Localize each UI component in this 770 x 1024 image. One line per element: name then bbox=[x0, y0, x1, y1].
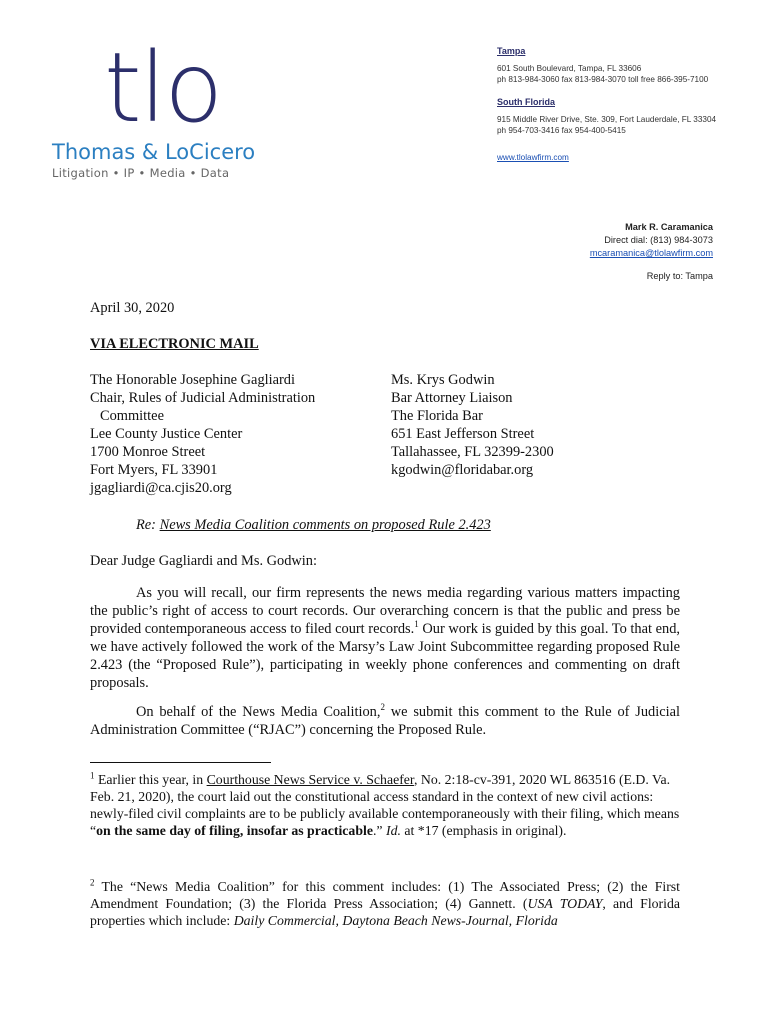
logo-firm-name: Thomas & LoCicero bbox=[52, 140, 256, 164]
re-line bbox=[136, 516, 491, 534]
office-name-south-florida: South Florida bbox=[497, 97, 555, 107]
footnote-text: .” bbox=[372, 823, 386, 838]
office-name-tampa: Tampa bbox=[497, 46, 526, 56]
office-address-south-florida: 915 Middle River Drive, Ste. 309, Fort Lauderdale, FL 33304 bbox=[497, 115, 717, 124]
recipient-email: jgagliardi@ca.cjis20.org bbox=[90, 480, 232, 496]
office-addresses bbox=[497, 46, 747, 163]
recipient-line: Fort Myers, FL 33901 bbox=[90, 462, 218, 478]
recipient-line: The Honorable Josephine Gagliardi bbox=[90, 372, 296, 388]
recipient-line: 651 East Jefferson Street bbox=[391, 426, 535, 442]
recipient-line: 1700 Monroe Street bbox=[90, 444, 206, 460]
footnote-1 bbox=[90, 771, 680, 839]
paragraph-text: we submit this comment to the Rule of Judicial Administration Committee (“RJAC”) concerning the Proposed Rule. bbox=[90, 704, 680, 738]
paragraph-text: Our work is guided by this goal. To that end, we have actively followed the work of the Marsy’s Law Joint Subcommittee regarding proposed Rule 2.423 (the “Proposed Rule”), participating in weekly phone conferences and commenting on draft proposals. bbox=[90, 621, 680, 691]
logo-mark: tlo bbox=[104, 32, 222, 144]
recipient-line: Ms. Krys Godwin bbox=[391, 372, 495, 388]
footnote-text: The “News Media Coalition” for this comment includes: (1) The Associated Press; (2) the First Amendment Foundation; (3) the Florida Press Association; (4) Gannett. ( bbox=[90, 879, 680, 911]
letter-date: April 30, 2020 bbox=[90, 300, 175, 316]
footnote-divider bbox=[90, 762, 271, 763]
footnote-ref-1[interactable]: 1 bbox=[414, 619, 419, 630]
footnote-number: 2 bbox=[90, 877, 95, 888]
office-address-tampa: 601 South Boulevard, Tampa, FL 33606 bbox=[497, 64, 642, 73]
sender-block bbox=[590, 221, 713, 283]
office-phone-south-florida: ph 954-703-3416 fax 954-400-5415 bbox=[497, 126, 626, 135]
salutation: Dear Judge Gagliardi and Ms. Godwin: bbox=[90, 553, 318, 569]
recipient-line: Lee County Justice Center bbox=[90, 426, 243, 442]
office-phone-tampa: ph 813-984-3060 fax 813-984-3070 toll free 866-395-7100 bbox=[497, 75, 709, 84]
publication-name: USA TODAY bbox=[527, 896, 603, 911]
recipient-line: Tallahassee, FL 32399-2300 bbox=[391, 444, 554, 460]
recipient-line: Chair, Rules of Judicial Administration bbox=[90, 390, 316, 406]
case-citation: Courthouse News Service v. Schaefer bbox=[206, 772, 414, 787]
recipient-line: The Florida Bar bbox=[391, 408, 483, 424]
footnote-text: at *17 (emphasis in original). bbox=[400, 823, 567, 838]
delivery-method: VIA ELECTRONIC MAIL bbox=[90, 336, 259, 352]
footnote-text: , and Florida properties which include: bbox=[90, 896, 680, 928]
firm-logo bbox=[52, 32, 262, 180]
sender-email-link[interactable]: mcaramanica@tlolawfirm.com bbox=[589, 248, 713, 258]
recipient-address-right bbox=[391, 371, 681, 479]
recipient-email: kgodwin@floridabar.org bbox=[391, 462, 534, 478]
re-label: Re: bbox=[136, 517, 156, 533]
re-subject: News Media Coalition comments on proposed Rule 2.423 bbox=[159, 517, 491, 533]
footnote-emphasis: on the same day of filing, insofar as practicable bbox=[96, 823, 373, 838]
footnote-number: 1 bbox=[90, 770, 95, 781]
footnote-id-cite: Id. bbox=[385, 823, 401, 838]
recipient-line: Bar Attorney Liaison bbox=[391, 390, 513, 406]
footnote-text: , No. 2:18-cv-391, 2020 WL 863516 (E.D. Va. Feb. 21, 2020), the court laid out the constitutional access standard in the context of new civil actions: newly-filed civil complaints are to be publicly available contemporaneously with their filing, which means “ bbox=[90, 772, 680, 838]
footnote-2 bbox=[90, 878, 680, 929]
website-link[interactable]: www.tlolawfirm.com bbox=[497, 153, 569, 162]
recipient-line: Committee bbox=[100, 408, 164, 424]
sender-direct-dial: Direct dial: (813) 984-3073 bbox=[604, 235, 713, 245]
paragraph-text: On behalf of the News Media Coalition, bbox=[136, 704, 381, 720]
footnote-text: Earlier this year, in bbox=[94, 772, 207, 787]
paragraph-text: As you will recall, our firm represents the news media regarding various matters impacting the public’s right of access to court records. Our overarching concern is that the public and press be provided contemporaneous access to filed court records. bbox=[90, 585, 680, 637]
publication-names: Daily Commercial, Daytona Beach News-Journal, Florida bbox=[233, 913, 558, 928]
recipient-address-left bbox=[90, 371, 380, 497]
logo-tagline: Litigation • IP • Media • Data bbox=[52, 166, 230, 180]
footnote-ref-2[interactable]: 2 bbox=[380, 702, 385, 713]
reply-to: Reply to: Tampa bbox=[646, 271, 713, 281]
body-paragraph-2 bbox=[90, 703, 680, 739]
body-paragraph-1 bbox=[90, 584, 680, 692]
sender-name: Mark R. Caramanica bbox=[625, 222, 713, 232]
